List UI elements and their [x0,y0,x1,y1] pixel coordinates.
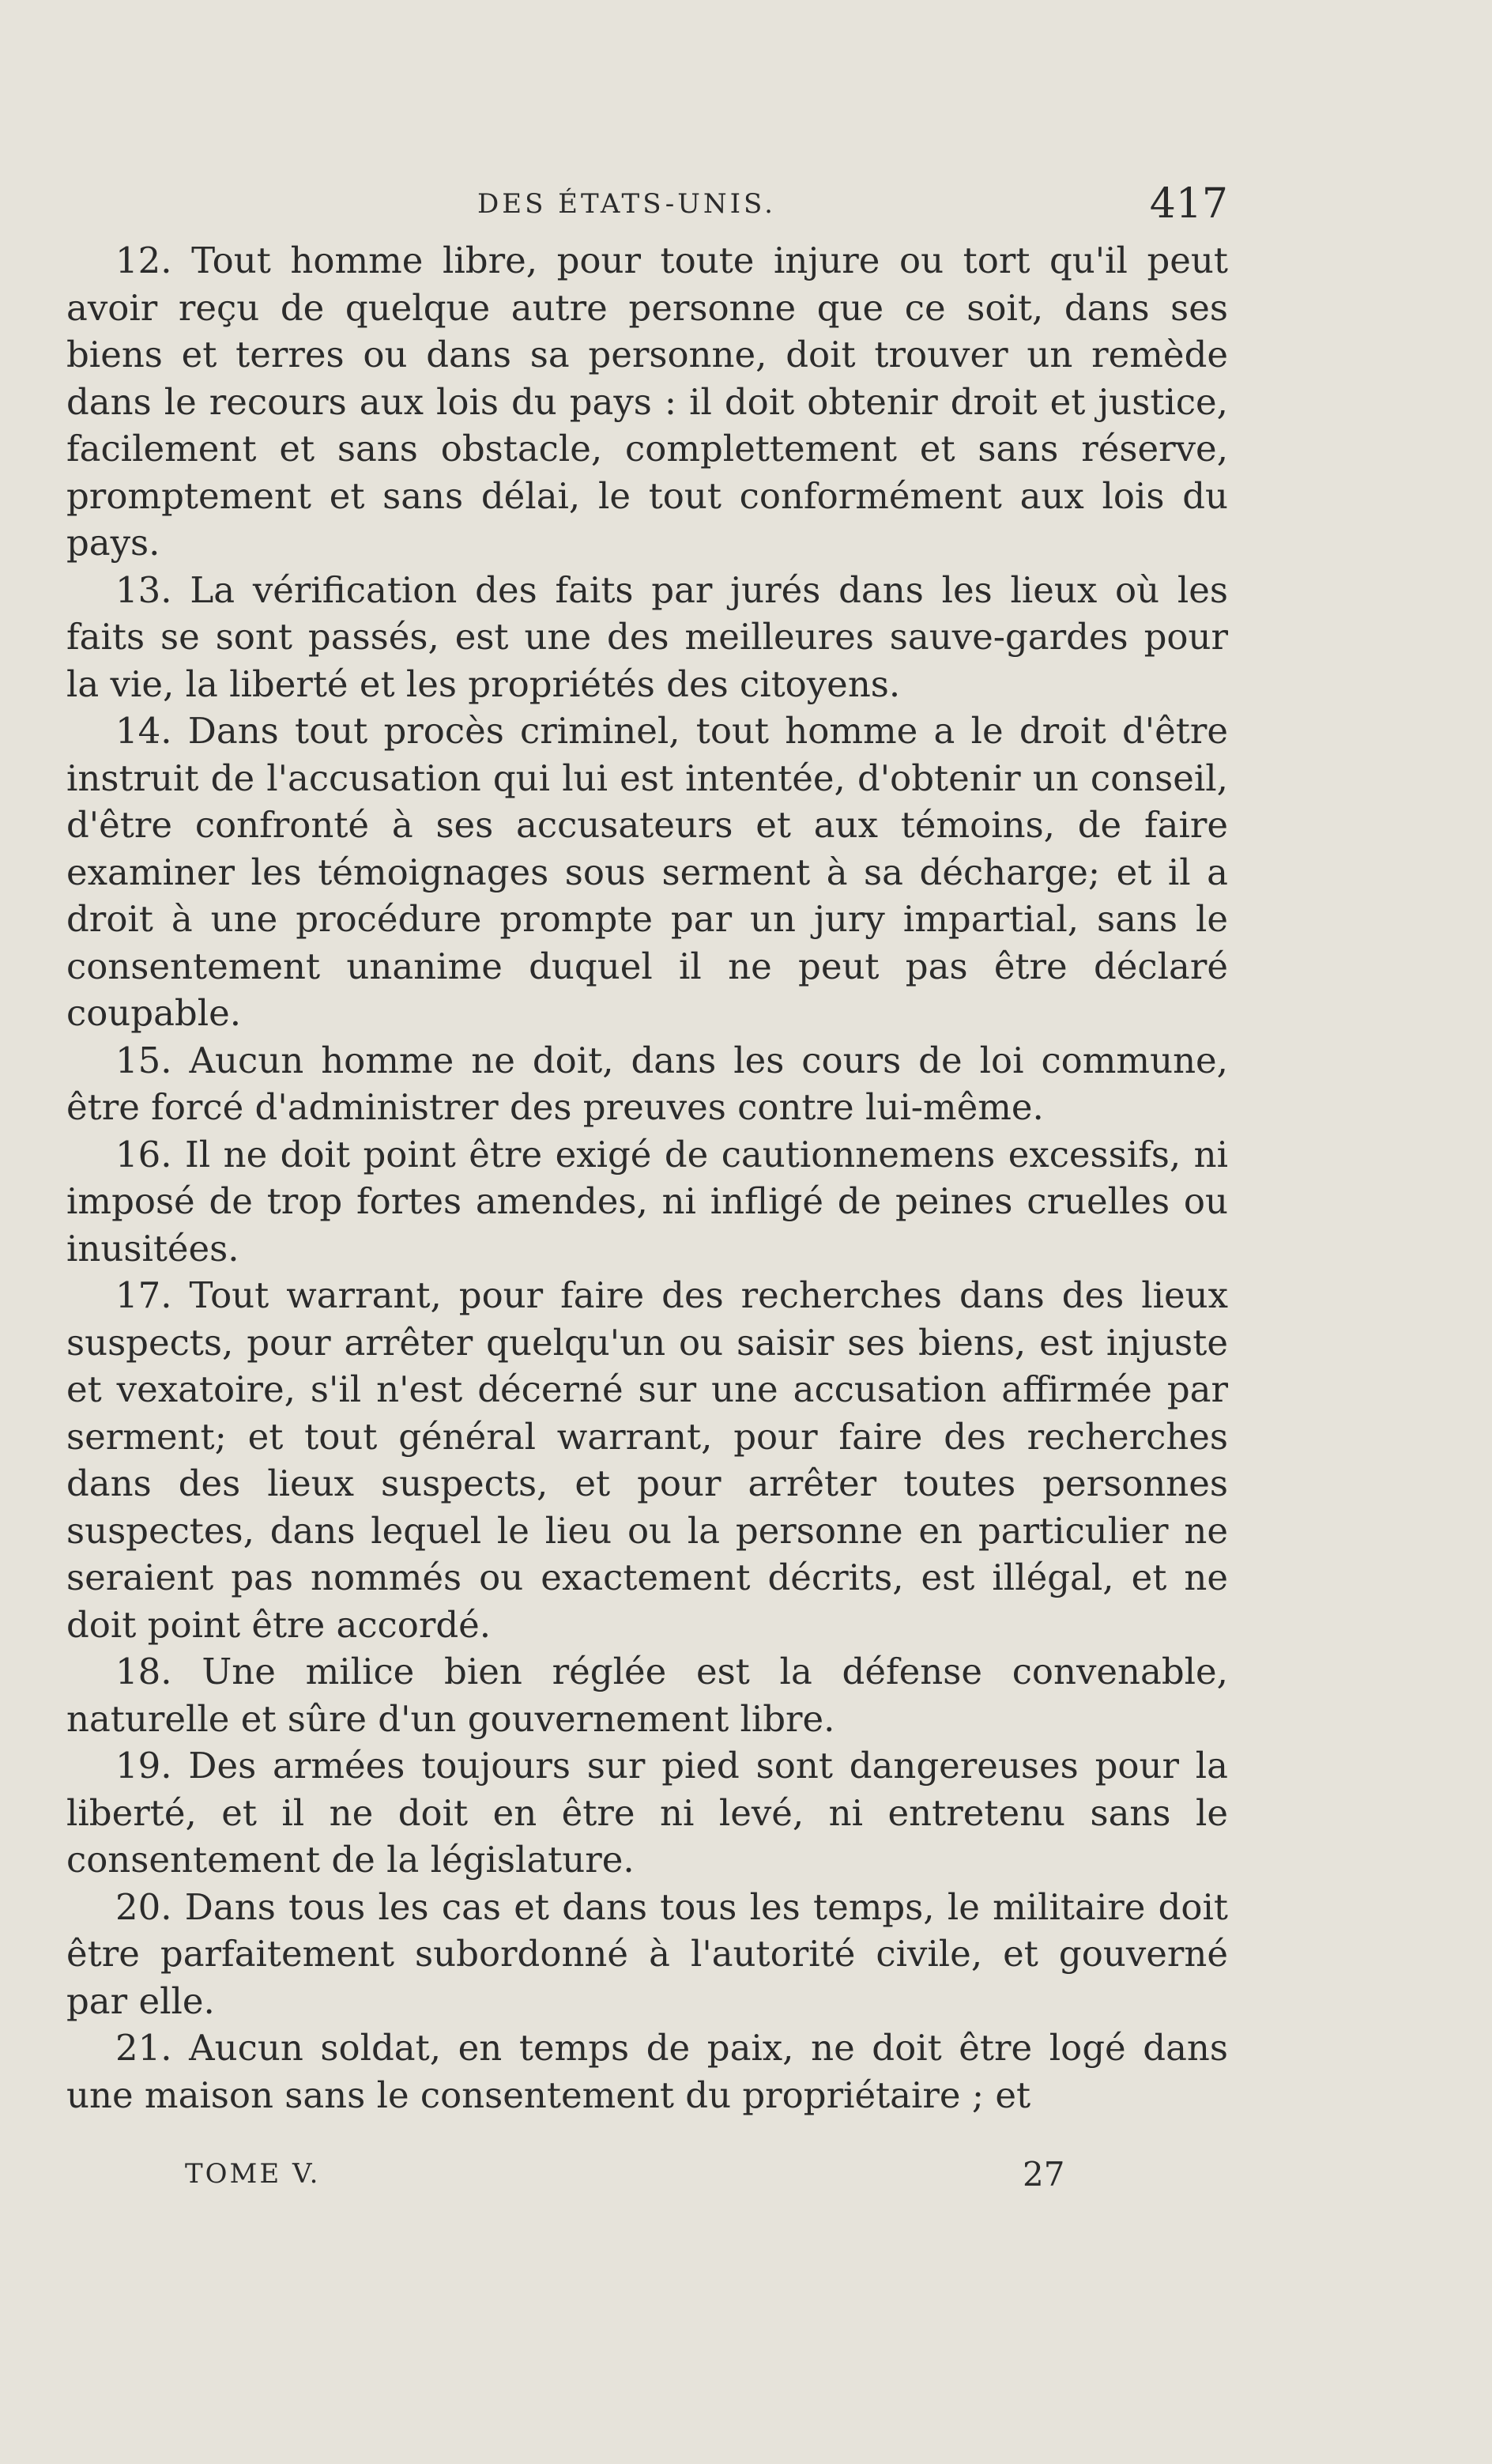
volume-label: TOME V. [185,2158,321,2190]
article-20: 20. Dans tous les cas et dans tous les temps, le militaire doit être parfaitement subordonné à l'autorité civile, et gouverné par elle. [66,1885,1228,2022]
signature-mark: 27 [1023,2155,1065,2194]
article-18: 18. Une milice bien réglée est la défense convenable, naturelle et sûre d'un gouvernement libre. [66,1651,1228,1740]
page-footer [66,2155,1228,2206]
article-14: 14. Dans tout procès criminel, tout homme a le droit d'être instruit de l'accusation qui lui est intentée, d'obtenir un conseil, d'être confronté à ses accusateurs et aux témoins, de faire examiner les témoignages sous serment à sa décharge; et il a droit à une procédure prompte par un jury impartial, sans le consentement unanime duquel il ne peut pas être déclaré coupable. [66,710,1228,1034]
article-19: 19. Des armées toujours sur pied sont dangereuses pour la liberté, et il ne doit en être ni levé, ni entretenu sans le consentement de la législature. [66,1745,1228,1881]
page-number: 417 [1149,180,1228,228]
running-title: DES ÉTATS-UNIS. [477,188,776,220]
article-21: 21. Aucun soldat, en temps de paix, ne doit être logé dans une maison sans le consentement du propriétaire ; et [66,2027,1228,2116]
article-16: 16. Il ne doit point être exigé de cautionnemens excessifs, ni imposé de trop fortes amendes, ni infligé de peines cruelles ou inusitées. [66,1133,1228,1270]
page-body [66,237,1228,2119]
article-13: 13. La vérification des faits par jurés dans les lieux où les faits se sont passés, est une des meilleures sauve-gardes pour la vie, la liberté et les propriétés des citoyens. [66,568,1228,705]
article-15: 15. Aucun homme ne doit, dans les cours de loi commune, être forcé d'administrer des preuves contre lui-même. [66,1039,1228,1128]
article-17: 17. Tout warrant, pour faire des recherches dans des lieux suspects, pour arrêter quelqu'un ou saisir ses biens, est injuste et vexatoire, s'il n'est décerné sur une accusation affirmée par serment; et tout général warrant, pour faire des recherches dans des lieux suspects, et pour arrêter toutes personnes suspectes, dans lequel le lieu ou la personne en particulier ne seraient pas nommés ou exactement décrits, est illégal, et ne doit point être accordé. [66,1274,1228,1646]
article-12: 12. Tout homme libre, pour toute injure ou tort qu'il peut avoir reçu de quelque autre personne que ce soit, dans ses biens et terres ou dans sa personne, doit trouver un remède dans le recours aux lois du pays : il doit obtenir droit et justice, facilement et sans obstacle, complettement et sans réserve, promptement et sans délai, le tout conformément aux lois du pays. [66,240,1228,564]
page-header [66,180,1228,236]
